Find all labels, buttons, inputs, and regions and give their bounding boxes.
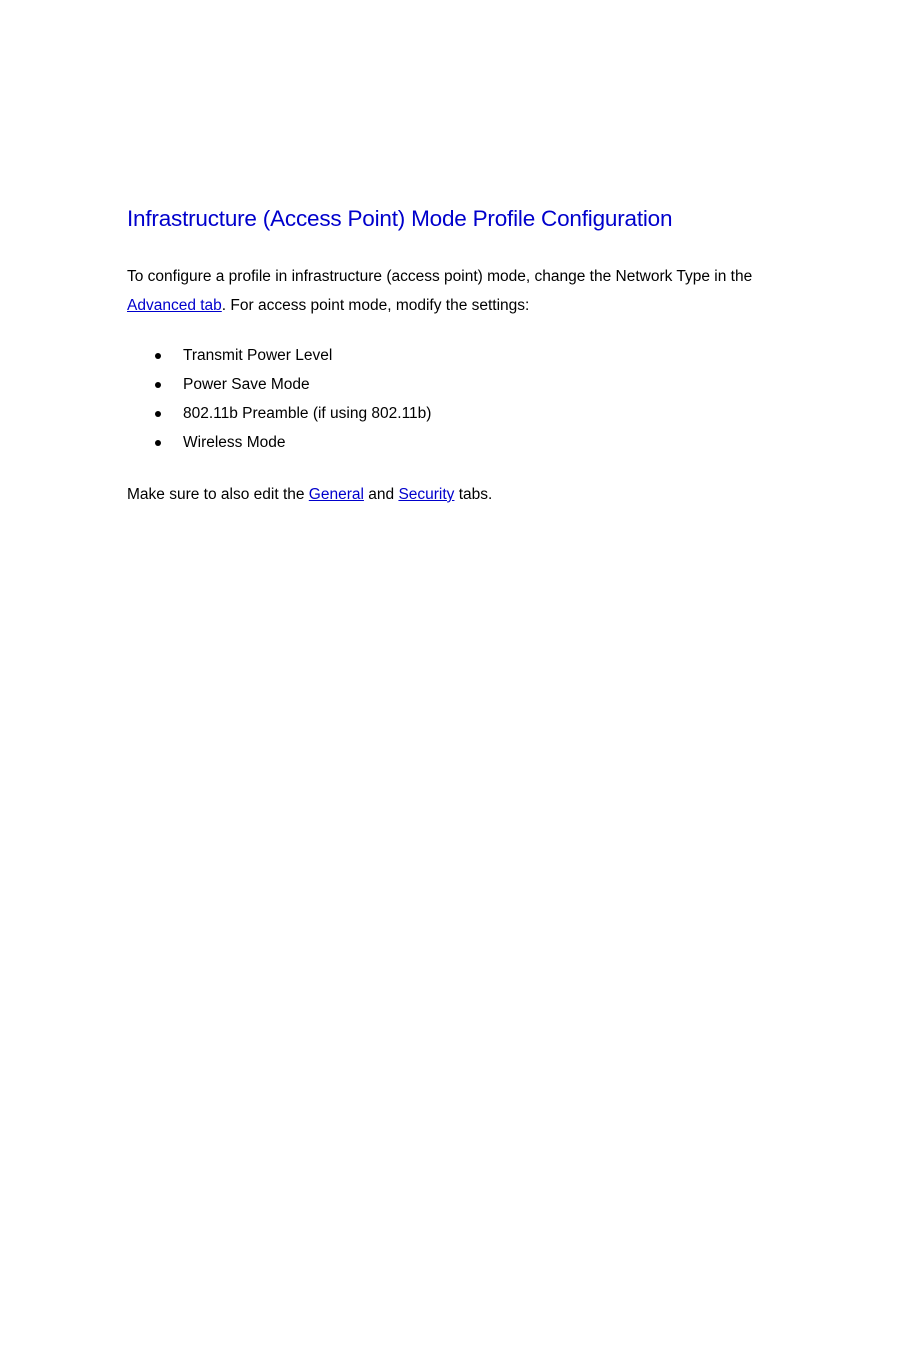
security-tab-link[interactable]: Security [398,486,455,503]
bullet-icon [155,382,161,388]
bullet-icon [155,411,161,417]
setting-transmit-power: Transmit Power Level [183,347,333,364]
page-title: Infrastructure (Access Point) Mode Profile Configuration [127,206,673,231]
list-item [127,341,431,370]
bullet-icon [155,353,161,359]
list-item [127,428,431,457]
intro-paragraph [127,262,787,320]
outro-text-before: Make sure to also edit the [127,486,309,503]
advanced-tab-link[interactable]: Advanced tab [127,297,222,314]
list-item [127,399,431,428]
setting-wireless-mode: Wireless Mode [183,434,286,451]
settings-list [127,341,431,457]
setting-preamble: 802.11b Preamble (if using 802.11b) [183,405,432,422]
outro-text-after: tabs. [454,486,493,503]
intro-text-after: . For access point mode, modify the settings: [221,297,530,314]
list-item [127,370,431,399]
bullet-icon [155,440,161,446]
outro-paragraph [127,480,492,509]
intro-text-before: To configure a profile in infrastructure (access point) mode, change the Network Type in the [127,268,753,285]
general-tab-link[interactable]: General [308,486,364,503]
setting-power-save: Power Save Mode [183,376,310,393]
outro-text-middle: and [363,486,399,503]
